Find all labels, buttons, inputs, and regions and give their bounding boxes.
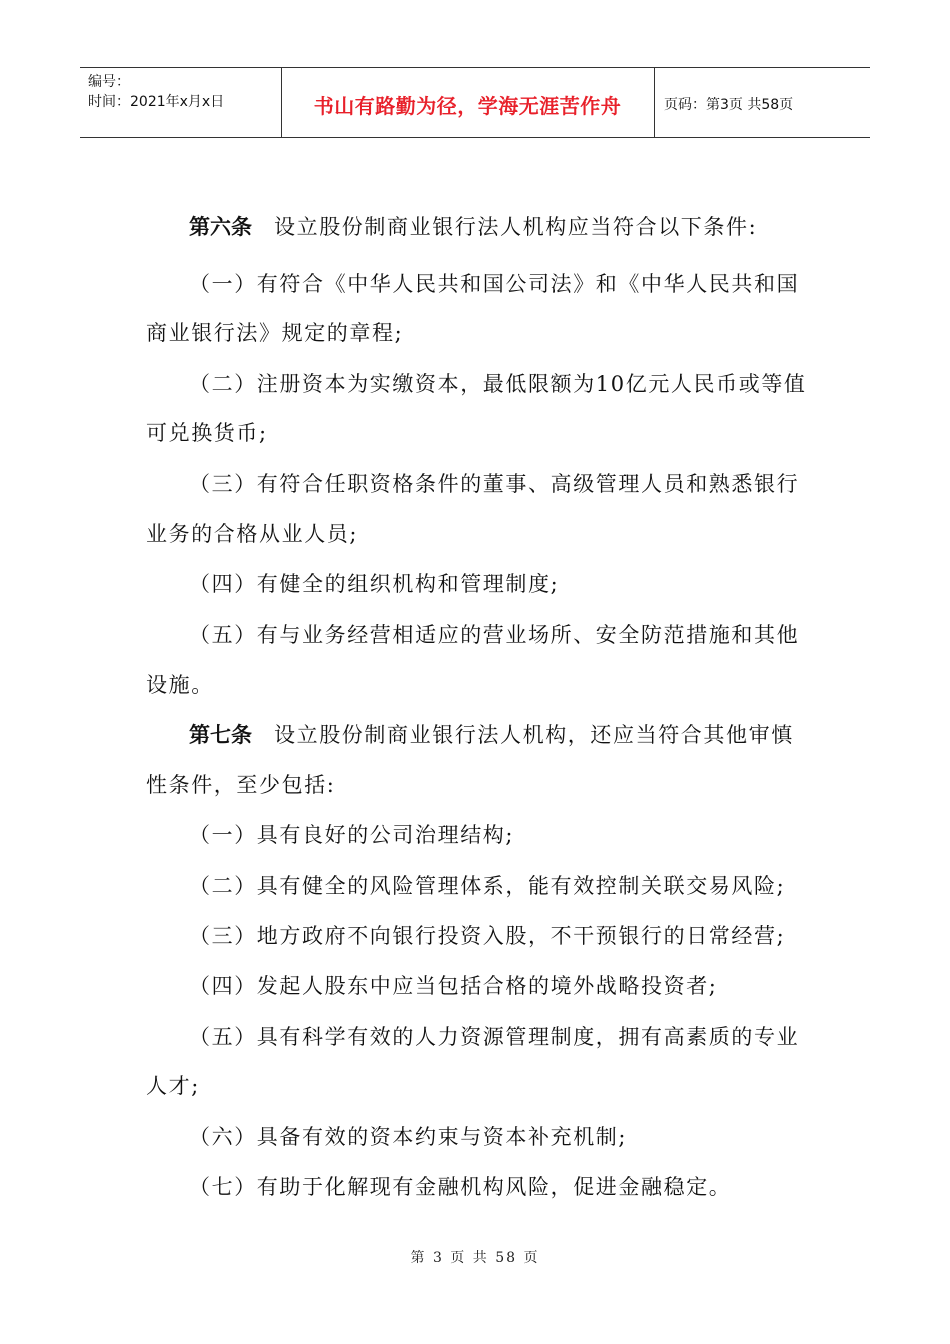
- article-6-item-5-cont: 设施。: [146, 673, 214, 697]
- article-6-item-1: （一）有符合《中华人民共和国公司法》和《中华人民共和国: [189, 272, 800, 296]
- header-meta: [88, 72, 224, 112]
- article-7-heading: [189, 720, 794, 750]
- article-7-text: 设立股份制商业银行法人机构，还应当符合其他审慎: [274, 723, 794, 747]
- article-7-item-1: （一）具有良好的公司治理结构;: [189, 823, 515, 847]
- article-7-text-cont: 性条件，至少包括:: [146, 773, 336, 797]
- article-6-heading: [189, 212, 757, 242]
- header-motto: 书山有路勤为径，学海无涯苦作舟: [313, 94, 622, 118]
- document-date: 时间：2021年x月x日: [88, 94, 225, 110]
- article-7-title: 第七条: [189, 723, 252, 747]
- article-7-item-5-cont: 人才;: [146, 1074, 200, 1098]
- article-7-item-7: （七）有助于化解现有金融机构风险，促进金融稳定。: [189, 1175, 732, 1199]
- article-6-item-3: （三）有符合任职资格条件的董事、高级管理人员和熟悉银行: [189, 472, 800, 496]
- article-6-title: 第六条: [189, 215, 252, 239]
- header-page-code: 页码：第3页 共58页: [664, 97, 794, 113]
- article-7-item-2: （二）具有健全的风险管理体系，能有效控制关联交易风险;: [189, 874, 786, 898]
- document-number-label: 编号：: [88, 74, 130, 90]
- article-6-text: 设立股份制商业银行法人机构应当符合以下条件:: [274, 215, 758, 239]
- header-divider: [654, 68, 655, 137]
- article-6-item-2-cont: 可兑换货币;: [146, 421, 268, 445]
- page-footer: 第 3 页 共 58 页: [410, 1250, 540, 1266]
- article-7-item-6: （六）具备有效的资本约束与资本补充机制;: [189, 1125, 628, 1149]
- article-7-item-4: （四）发起人股东中应当包括合格的境外战略投资者;: [189, 974, 718, 998]
- article-6-item-5: （五）有与业务经营相适应的营业场所、安全防范措施和其他: [189, 623, 800, 647]
- article-6-item-1-cont: 商业银行法》规定的章程;: [146, 321, 404, 345]
- article-7-item-3: （三）地方政府不向银行投资入股，不干预银行的日常经营;: [189, 924, 786, 948]
- article-7-item-5: （五）具有科学有效的人力资源管理制度，拥有高素质的专业: [189, 1025, 800, 1049]
- page-header: [80, 67, 870, 138]
- article-6-item-2: （二）注册资本为实缴资本，最低限额为10亿元人民币或等值: [189, 372, 807, 396]
- article-6-item-4: （四）有健全的组织机构和管理制度;: [189, 572, 560, 596]
- article-6-item-3-cont: 业务的合格从业人员;: [146, 522, 359, 546]
